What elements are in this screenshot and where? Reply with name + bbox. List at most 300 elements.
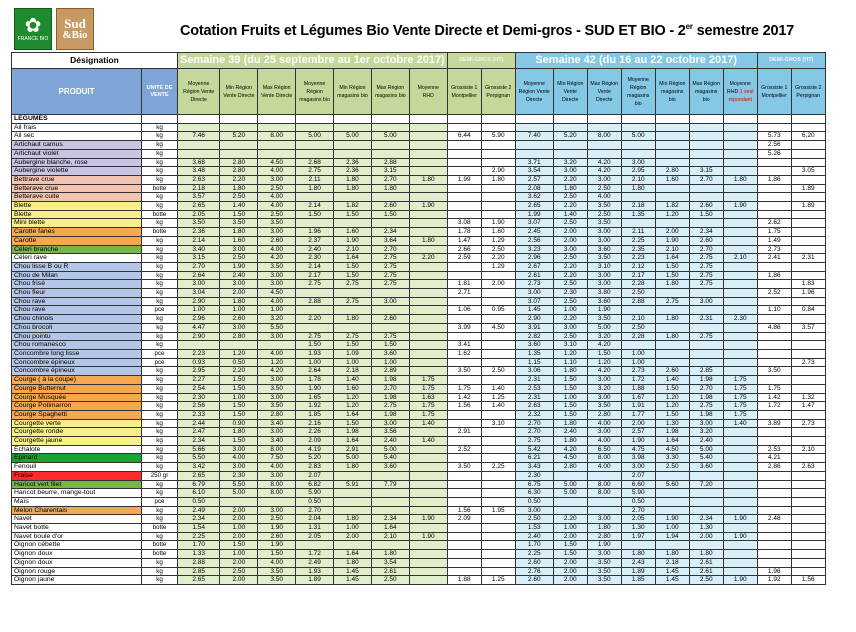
price-cell: 3.50 <box>447 367 481 376</box>
price-cell <box>481 341 515 350</box>
price-cell: 2.00 <box>220 515 258 524</box>
price-cell: 3.40 <box>178 245 220 254</box>
price-cell: 2.73 <box>621 367 655 376</box>
price-cell: 1.96 <box>791 289 825 298</box>
price-cell <box>723 445 757 454</box>
price-cell: 1.00 <box>334 524 372 533</box>
price-cell: 1.30 <box>689 524 723 533</box>
price-cell <box>409 550 447 559</box>
price-cell: 3.00 <box>220 463 258 472</box>
week2-demi-gros: DEMI-GROS (HT) <box>757 53 825 69</box>
price-cell <box>587 471 621 480</box>
price-cell: 1.50 <box>220 376 258 385</box>
price-cell: 4.20 <box>258 254 296 263</box>
price-cell: 1.75 <box>409 384 447 393</box>
table-row <box>12 315 826 324</box>
price-cell <box>409 480 447 489</box>
price-cell: 1.56 <box>447 506 481 515</box>
price-cell: 2.30 <box>296 254 334 263</box>
price-cell: 5.20 <box>220 132 258 141</box>
price-cell <box>371 306 409 315</box>
table-row <box>12 480 826 489</box>
price-cell <box>723 123 757 132</box>
price-cell <box>689 132 723 141</box>
price-cell <box>723 115 757 124</box>
price-cell <box>296 123 334 132</box>
price-cell: 1.75 <box>409 402 447 411</box>
price-cell: 2.88 <box>371 158 409 167</box>
price-cell <box>757 541 791 550</box>
price-cell <box>481 202 515 211</box>
price-cell: 2.30 <box>220 471 258 480</box>
price-cell: 1.45 <box>655 576 689 585</box>
price-cell <box>791 437 825 446</box>
product-unit: kg <box>142 419 178 428</box>
price-cell: 0.93 <box>178 358 220 367</box>
price-cell <box>655 289 689 298</box>
price-cell: 3.20 <box>587 384 621 393</box>
price-cell: 3.60 <box>371 349 409 358</box>
price-cell: 5.00 <box>334 132 372 141</box>
price-cell: 1.00 <box>220 550 258 559</box>
price-cell <box>409 228 447 237</box>
table-row <box>12 576 826 585</box>
price-cell <box>655 141 689 150</box>
price-cell: 7.79 <box>371 480 409 489</box>
price-cell <box>481 437 515 446</box>
price-cell: 2.26 <box>296 428 334 437</box>
price-cell <box>447 497 481 506</box>
price-cell <box>481 158 515 167</box>
price-cell: 1.00 <box>621 358 655 367</box>
price-cell <box>447 471 481 480</box>
price-cell: 1.91 <box>621 402 655 411</box>
price-cell <box>371 497 409 506</box>
price-cell: 1.80 <box>621 550 655 559</box>
price-cell <box>655 506 689 515</box>
price-cell <box>296 323 334 332</box>
price-cell: 1.80 <box>655 280 689 289</box>
price-cell: 2.57 <box>621 428 655 437</box>
price-cell: 4.00 <box>587 437 621 446</box>
price-cell: 4.19 <box>296 445 334 454</box>
price-cell: 2.62 <box>757 219 791 228</box>
product-unit: kg <box>142 297 178 306</box>
price-cell: 1.60 <box>481 228 515 237</box>
price-cell: 2.75 <box>296 280 334 289</box>
price-cell <box>621 193 655 202</box>
price-cell <box>723 167 757 176</box>
price-cell: 1.35 <box>515 349 553 358</box>
price-cell: 2.31 <box>791 254 825 263</box>
price-cell <box>689 141 723 150</box>
price-cell: 2.41 <box>757 254 791 263</box>
price-cell: 1.47 <box>791 402 825 411</box>
price-cell: 3.00 <box>220 445 258 454</box>
price-cell <box>447 358 481 367</box>
price-cell: 1.89 <box>621 567 655 576</box>
price-cell <box>371 489 409 498</box>
price-cell: 1.80 <box>553 367 587 376</box>
price-cell: 1.70 <box>515 541 553 550</box>
price-cell <box>587 149 621 158</box>
table-row <box>12 489 826 498</box>
price-cell <box>723 367 757 376</box>
price-cell <box>409 367 447 376</box>
week1-col-header: Moyenne Région Vente Directe <box>178 69 220 115</box>
price-cell <box>757 532 791 541</box>
price-cell: 1.50 <box>553 384 587 393</box>
price-cell: 1.20 <box>655 402 689 411</box>
price-cell: 2.63 <box>791 463 825 472</box>
price-cell <box>481 445 515 454</box>
price-cell <box>723 550 757 559</box>
price-cell <box>723 289 757 298</box>
price-cell: 1.00 <box>655 524 689 533</box>
product-unit: kg <box>142 219 178 228</box>
price-cell <box>621 541 655 550</box>
price-cell: 3.00 <box>587 175 621 184</box>
price-cell <box>689 358 723 367</box>
price-cell: 1.60 <box>220 236 258 245</box>
price-cell: 2.10 <box>334 245 372 254</box>
price-cell: 2.80 <box>220 167 258 176</box>
price-cell: 2.50 <box>553 254 587 263</box>
price-cell: 2.11 <box>621 228 655 237</box>
price-cell: 1.50 <box>296 341 334 350</box>
price-cell <box>447 480 481 489</box>
product-name: Chou rave <box>12 297 142 306</box>
price-cell: 3.00 <box>553 245 587 254</box>
price-cell: 1.29 <box>481 236 515 245</box>
price-cell: 1.31 <box>296 524 334 533</box>
table-row <box>12 210 826 219</box>
price-cell: 1.64 <box>371 524 409 533</box>
price-cell: 1.20 <box>553 349 587 358</box>
price-cell <box>515 141 553 150</box>
price-cell <box>481 489 515 498</box>
price-cell <box>791 175 825 184</box>
price-cell: 2.88 <box>296 297 334 306</box>
table-row <box>12 332 826 341</box>
price-cell: 6.30 <box>515 489 553 498</box>
price-cell <box>409 245 447 254</box>
price-cell <box>409 558 447 567</box>
price-cell: 3.41 <box>447 341 481 350</box>
price-cell: 2.44 <box>178 419 220 428</box>
product-unit: kg <box>142 254 178 263</box>
table-row <box>12 524 826 533</box>
price-cell <box>334 193 372 202</box>
price-cell: 3.60 <box>587 245 621 254</box>
price-cell <box>655 184 689 193</box>
price-cell <box>447 115 481 124</box>
price-cell: 1.99 <box>515 210 553 219</box>
product-name: Artichaut camus <box>12 141 142 150</box>
price-cell: 2.00 <box>220 532 258 541</box>
price-cell: 1.45 <box>655 567 689 576</box>
price-cell: 5.00 <box>553 489 587 498</box>
product-unit: kg <box>142 323 178 332</box>
price-cell <box>481 271 515 280</box>
price-cell: 4.86 <box>757 323 791 332</box>
price-cell: 1.80 <box>371 184 409 193</box>
price-cell: 2.10 <box>723 254 757 263</box>
product-name: Courge Butternut <box>12 384 142 393</box>
price-cell: 4.20 <box>587 341 621 350</box>
product-name: Concombre épineux <box>12 358 142 367</box>
price-cell: 1.85 <box>296 410 334 419</box>
price-cell: 1.50 <box>553 376 587 385</box>
price-cell: 3.00 <box>587 271 621 280</box>
price-cell: 3.20 <box>689 428 723 437</box>
price-cell: 1.89 <box>791 202 825 211</box>
price-cell: 0.50 <box>515 497 553 506</box>
price-cell: 1.93 <box>296 567 334 576</box>
price-cell: 1.90 <box>409 202 447 211</box>
price-cell: 4.20 <box>258 367 296 376</box>
produit-header: PRODUIT <box>12 69 142 115</box>
price-cell <box>791 332 825 341</box>
price-cell: 2.80 <box>553 463 587 472</box>
price-cell <box>757 262 791 271</box>
price-cell <box>621 341 655 350</box>
price-cell: 2.60 <box>515 576 553 585</box>
price-cell: 5.40 <box>689 454 723 463</box>
price-cell <box>689 158 723 167</box>
price-cell: 1.80 <box>655 550 689 559</box>
price-cell: 3.50 <box>258 262 296 271</box>
price-cell <box>655 541 689 550</box>
price-cell: 3.00 <box>258 332 296 341</box>
price-cell: 1.75 <box>723 376 757 385</box>
price-cell: 2.50 <box>553 219 587 228</box>
price-cell <box>689 471 723 480</box>
price-cell: 4.75 <box>621 445 655 454</box>
table-row <box>12 245 826 254</box>
price-cell: 1.30 <box>621 524 655 533</box>
price-cell: 1.90 <box>409 532 447 541</box>
price-cell <box>655 489 689 498</box>
price-cell: 2.25 <box>621 236 655 245</box>
price-cell <box>481 349 515 358</box>
price-cell: 1.98 <box>689 410 723 419</box>
product-unit: pce <box>142 306 178 315</box>
price-cell <box>409 193 447 202</box>
price-cell: 4.50 <box>553 454 587 463</box>
price-cell <box>178 141 220 150</box>
price-cell: 3.50 <box>587 315 621 324</box>
price-cell: 2.20 <box>553 271 587 280</box>
price-cell: 2.80 <box>220 332 258 341</box>
price-cell <box>334 541 372 550</box>
price-cell <box>447 271 481 280</box>
price-cell <box>655 358 689 367</box>
price-cell: 2.85 <box>689 367 723 376</box>
price-cell <box>409 306 447 315</box>
price-cell: 1.49 <box>757 236 791 245</box>
week2-col-header: Min Région Vente Directe <box>553 69 587 115</box>
product-unit: kg <box>142 437 178 446</box>
price-cell <box>757 184 791 193</box>
price-cell: 2.68 <box>296 158 334 167</box>
price-cell: 3.50 <box>587 254 621 263</box>
price-cell: 4.00 <box>258 167 296 176</box>
product-name: Navet <box>12 515 142 524</box>
price-cell <box>409 524 447 533</box>
price-cell: 2.50 <box>587 184 621 193</box>
price-cell: 8.00 <box>587 489 621 498</box>
price-cell: 3.40 <box>258 437 296 446</box>
table-row <box>12 463 826 472</box>
product-unit: kg <box>142 167 178 176</box>
price-cell: 3.50 <box>258 576 296 585</box>
price-cell <box>481 541 515 550</box>
price-cell <box>757 428 791 437</box>
price-cell: 2.43 <box>621 558 655 567</box>
price-cell: 3.50 <box>587 567 621 576</box>
price-cell: 5.40 <box>371 454 409 463</box>
table-row <box>12 410 826 419</box>
price-cell: 3.50 <box>258 402 296 411</box>
price-cell: 2.70 <box>371 175 409 184</box>
price-cell: 2.66 <box>447 245 481 254</box>
price-cell <box>447 532 481 541</box>
product-unit: kg <box>142 132 178 141</box>
price-cell: 2.00 <box>689 532 723 541</box>
price-cell <box>553 471 587 480</box>
price-cell: 2.70 <box>515 419 553 428</box>
price-cell <box>334 149 372 158</box>
price-cell: 2.14 <box>296 202 334 211</box>
product-name: Betterave crue <box>12 184 142 193</box>
price-cell: 2.40 <box>553 428 587 437</box>
price-cell: 5.00 <box>371 445 409 454</box>
price-cell: 2.10 <box>791 445 825 454</box>
price-cell <box>481 193 515 202</box>
price-cell: 3.42 <box>178 463 220 472</box>
price-cell <box>723 558 757 567</box>
price-cell: 2.56 <box>757 141 791 150</box>
table-row <box>12 184 826 193</box>
price-cell: 2.90 <box>515 315 553 324</box>
price-cell <box>757 358 791 367</box>
price-cell <box>689 497 723 506</box>
price-cell: 1.42 <box>757 393 791 402</box>
price-cell: 1.86 <box>757 175 791 184</box>
product-unit: kg <box>142 402 178 411</box>
price-cell <box>447 184 481 193</box>
price-cell <box>655 158 689 167</box>
price-cell: 1.75 <box>723 393 757 402</box>
page-title: Cotation Fruits et Légumes Bio Vente Directe et Demi-gros - SUD ET BIO - 2er semestre 2017 <box>180 22 795 39</box>
product-name: Carotte fanes <box>12 228 142 237</box>
product-name: Concombre épineux <box>12 367 142 376</box>
price-cell <box>409 471 447 480</box>
price-cell: 1.50 <box>220 410 258 419</box>
price-cell: 2.50 <box>515 515 553 524</box>
price-cell: 3.00 <box>553 323 587 332</box>
price-cell: 3.00 <box>621 158 655 167</box>
price-cell: 2.53 <box>515 384 553 393</box>
price-cell: 2.00 <box>553 576 587 585</box>
price-cell <box>723 262 757 271</box>
price-cell: 1.00 <box>553 524 587 533</box>
table-row <box>12 376 826 385</box>
price-cell <box>757 158 791 167</box>
price-cell <box>723 567 757 576</box>
price-cell <box>220 141 258 150</box>
price-cell: 2.50 <box>553 193 587 202</box>
table-row <box>12 367 826 376</box>
price-cell <box>791 506 825 515</box>
price-cell <box>791 149 825 158</box>
price-cell: 1.80 <box>220 428 258 437</box>
price-cell <box>296 193 334 202</box>
price-cell: 2.80 <box>220 158 258 167</box>
price-cell: 1.40 <box>481 402 515 411</box>
price-cell <box>481 141 515 150</box>
price-cell: 2.20 <box>481 254 515 263</box>
price-cell: 2.61 <box>689 558 723 567</box>
price-cell: 1.45 <box>334 567 372 576</box>
price-cell <box>409 297 447 306</box>
price-cell: 2.23 <box>178 349 220 358</box>
product-name: Bettrave crue <box>12 175 142 184</box>
price-cell: 2.40 <box>296 245 334 254</box>
price-cell: 2.28 <box>621 280 655 289</box>
price-cell: 1.50 <box>220 402 258 411</box>
price-cell: 1.20 <box>655 393 689 402</box>
price-cell <box>723 541 757 550</box>
product-unit: kg <box>142 262 178 271</box>
price-cell <box>409 576 447 585</box>
week1-col-header: Moyenne Région magasins bio <box>296 69 334 115</box>
table-row <box>12 149 826 158</box>
price-cell: 1.90 <box>655 236 689 245</box>
price-cell: 1.75 <box>723 402 757 411</box>
product-unit: kg <box>142 245 178 254</box>
price-cell <box>409 123 447 132</box>
price-cell <box>409 567 447 576</box>
price-cell: 1.80 <box>587 524 621 533</box>
price-cell <box>409 445 447 454</box>
designation-header: Désignation <box>12 53 178 69</box>
product-name: Chou lisse B ou R <box>12 262 142 271</box>
price-cell <box>723 306 757 315</box>
price-cell: 2.75 <box>371 402 409 411</box>
price-cell: 2.73 <box>791 419 825 428</box>
price-cell <box>447 149 481 158</box>
price-cell <box>481 532 515 541</box>
price-cell: 2.20 <box>553 175 587 184</box>
price-cell <box>791 193 825 202</box>
price-cell <box>447 541 481 550</box>
table-row <box>12 323 826 332</box>
price-cell <box>409 115 447 124</box>
price-cell: 2.34 <box>689 515 723 524</box>
price-cell: 1.99 <box>447 175 481 184</box>
price-cell <box>689 149 723 158</box>
price-cell <box>553 141 587 150</box>
price-cell <box>409 358 447 367</box>
price-cell: 3.00 <box>587 228 621 237</box>
price-cell <box>689 349 723 358</box>
table-row <box>12 454 826 463</box>
price-cell: 2.57 <box>515 175 553 184</box>
price-cell: 2.60 <box>689 236 723 245</box>
product-name: Fraise <box>12 471 142 480</box>
